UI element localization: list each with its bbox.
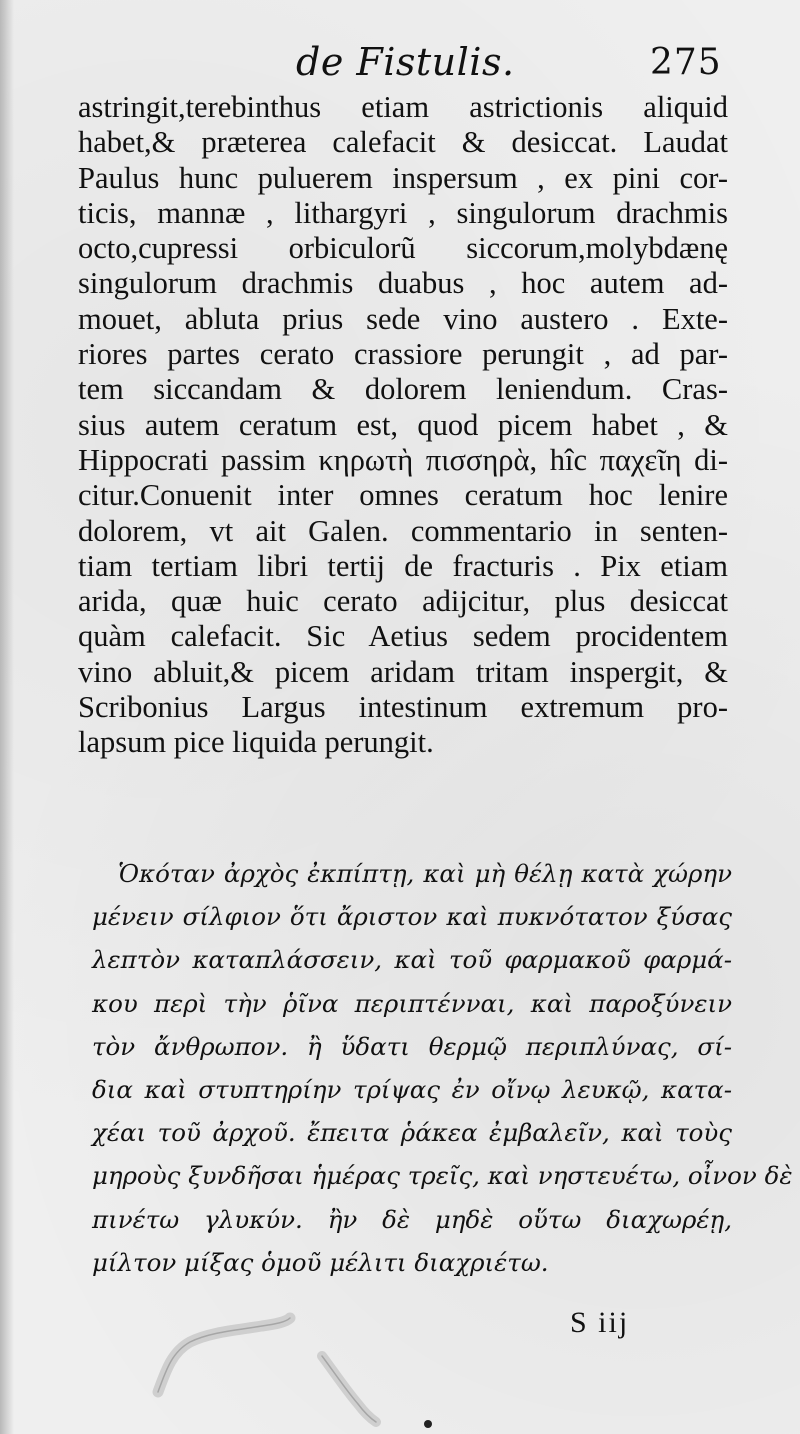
greek-line: μένειν σίλφιον ὅτι ἄριστον καὶ πυκνότατον ξύσας [92,902,732,932]
greek-line: μηροὺς ξυνδῆσαι ἡμέρας τρεῖς, καὶ νηστευέτω, οἶνον δὲ [92,1161,793,1191]
greek-line: μίλτον μίξας ὁμοῦ μέλιτι διαχριέτω. [92,1247,549,1277]
text-line: Scribonius Largus intestinum extremum pro- [78,690,728,725]
text-line: lapsum pice liquida perungit. [78,725,434,760]
text-line: tiam tertiam libri tertij de fracturis . Pix etiam [78,548,728,583]
text-line: habet,& præterea calefacit & desiccat. Laudat [78,125,728,160]
text-line: Hippocrati passim κηρωτὴ πισσηρὰ, hîc παχεῖη di- [78,442,728,477]
worm-hole-trail [158,1318,290,1392]
text-line: vino abluit,& picem aridam tritam inspergit, & [78,654,728,689]
greek-line: κου περὶ τὴν ῥῖνα περιπτένναι, καὶ παροξύνειν [92,988,732,1018]
text-line: tem siccandam & dolorem leniendum. Cras- [78,372,728,407]
text-line: citur.Conuenit inter omnes ceratum hoc lenire [78,478,728,513]
text-line: singulorum drachmis duabus , hoc autem ad- [78,266,728,301]
ink-dot [424,1420,432,1428]
running-head-title: de Fistulis. [296,40,515,84]
text-line: sius autem ceratum est, quod picem habet , & [78,407,728,442]
text-line: riores partes cerato crassiore perungit , ad par- [78,337,728,372]
greek-line: λεπτὸν καταπλάσσειν, καὶ τοῦ φαρμακοῦ φαρμά- [92,945,732,975]
greek-line: τὸν ἄνθρωπον. ἢ ὕδατι θερμῷ περιπλύνας, σί- [92,1031,732,1061]
greek-line: Ὁκόταν ἀρχὸς ἐκπίπτῃ, καὶ μὴ θέλῃ κατὰ χώρην [118,859,732,888]
signature-mark: S iij [570,1306,630,1339]
greek-line: δια καὶ στυπτηρίην τρίψας ἐν οἴνῳ λευκῷ, κατα- [92,1074,732,1104]
greek-line: πινέτω γλυκύν. ἢν δὲ μηδὲ οὕτω διαχωρέῃ, [92,1204,732,1234]
text-line: quàm calefacit. Sic Aetius sedem procidentem [78,619,728,654]
text-line: mouet, abluta prius sede vino austero . Exte- [78,301,728,336]
text-line: octo,cupressi orbiculorũ siccorum,molybdænę [78,231,728,266]
greek-line: χέαι τοῦ ἀρχοῦ. ἔπειτα ῥάκεα ἐμβαλεῖν, καὶ τοὺς [92,1118,732,1148]
page-number: 275 [650,42,722,83]
text-line: arida, quæ huic cerato adijcitur, plus desiccat [78,584,728,619]
text-line: astringit,terebinthus etiam astrictionis aliquid [78,90,728,124]
text-line: dolorem, vt ait Galen. commentario in senten- [78,513,728,548]
text-line: ticis, mannæ , lithargyri , singulorum drachmis [78,195,728,230]
text-line: Paulus hunc puluerem inspersum , ex pini cor- [78,160,728,195]
